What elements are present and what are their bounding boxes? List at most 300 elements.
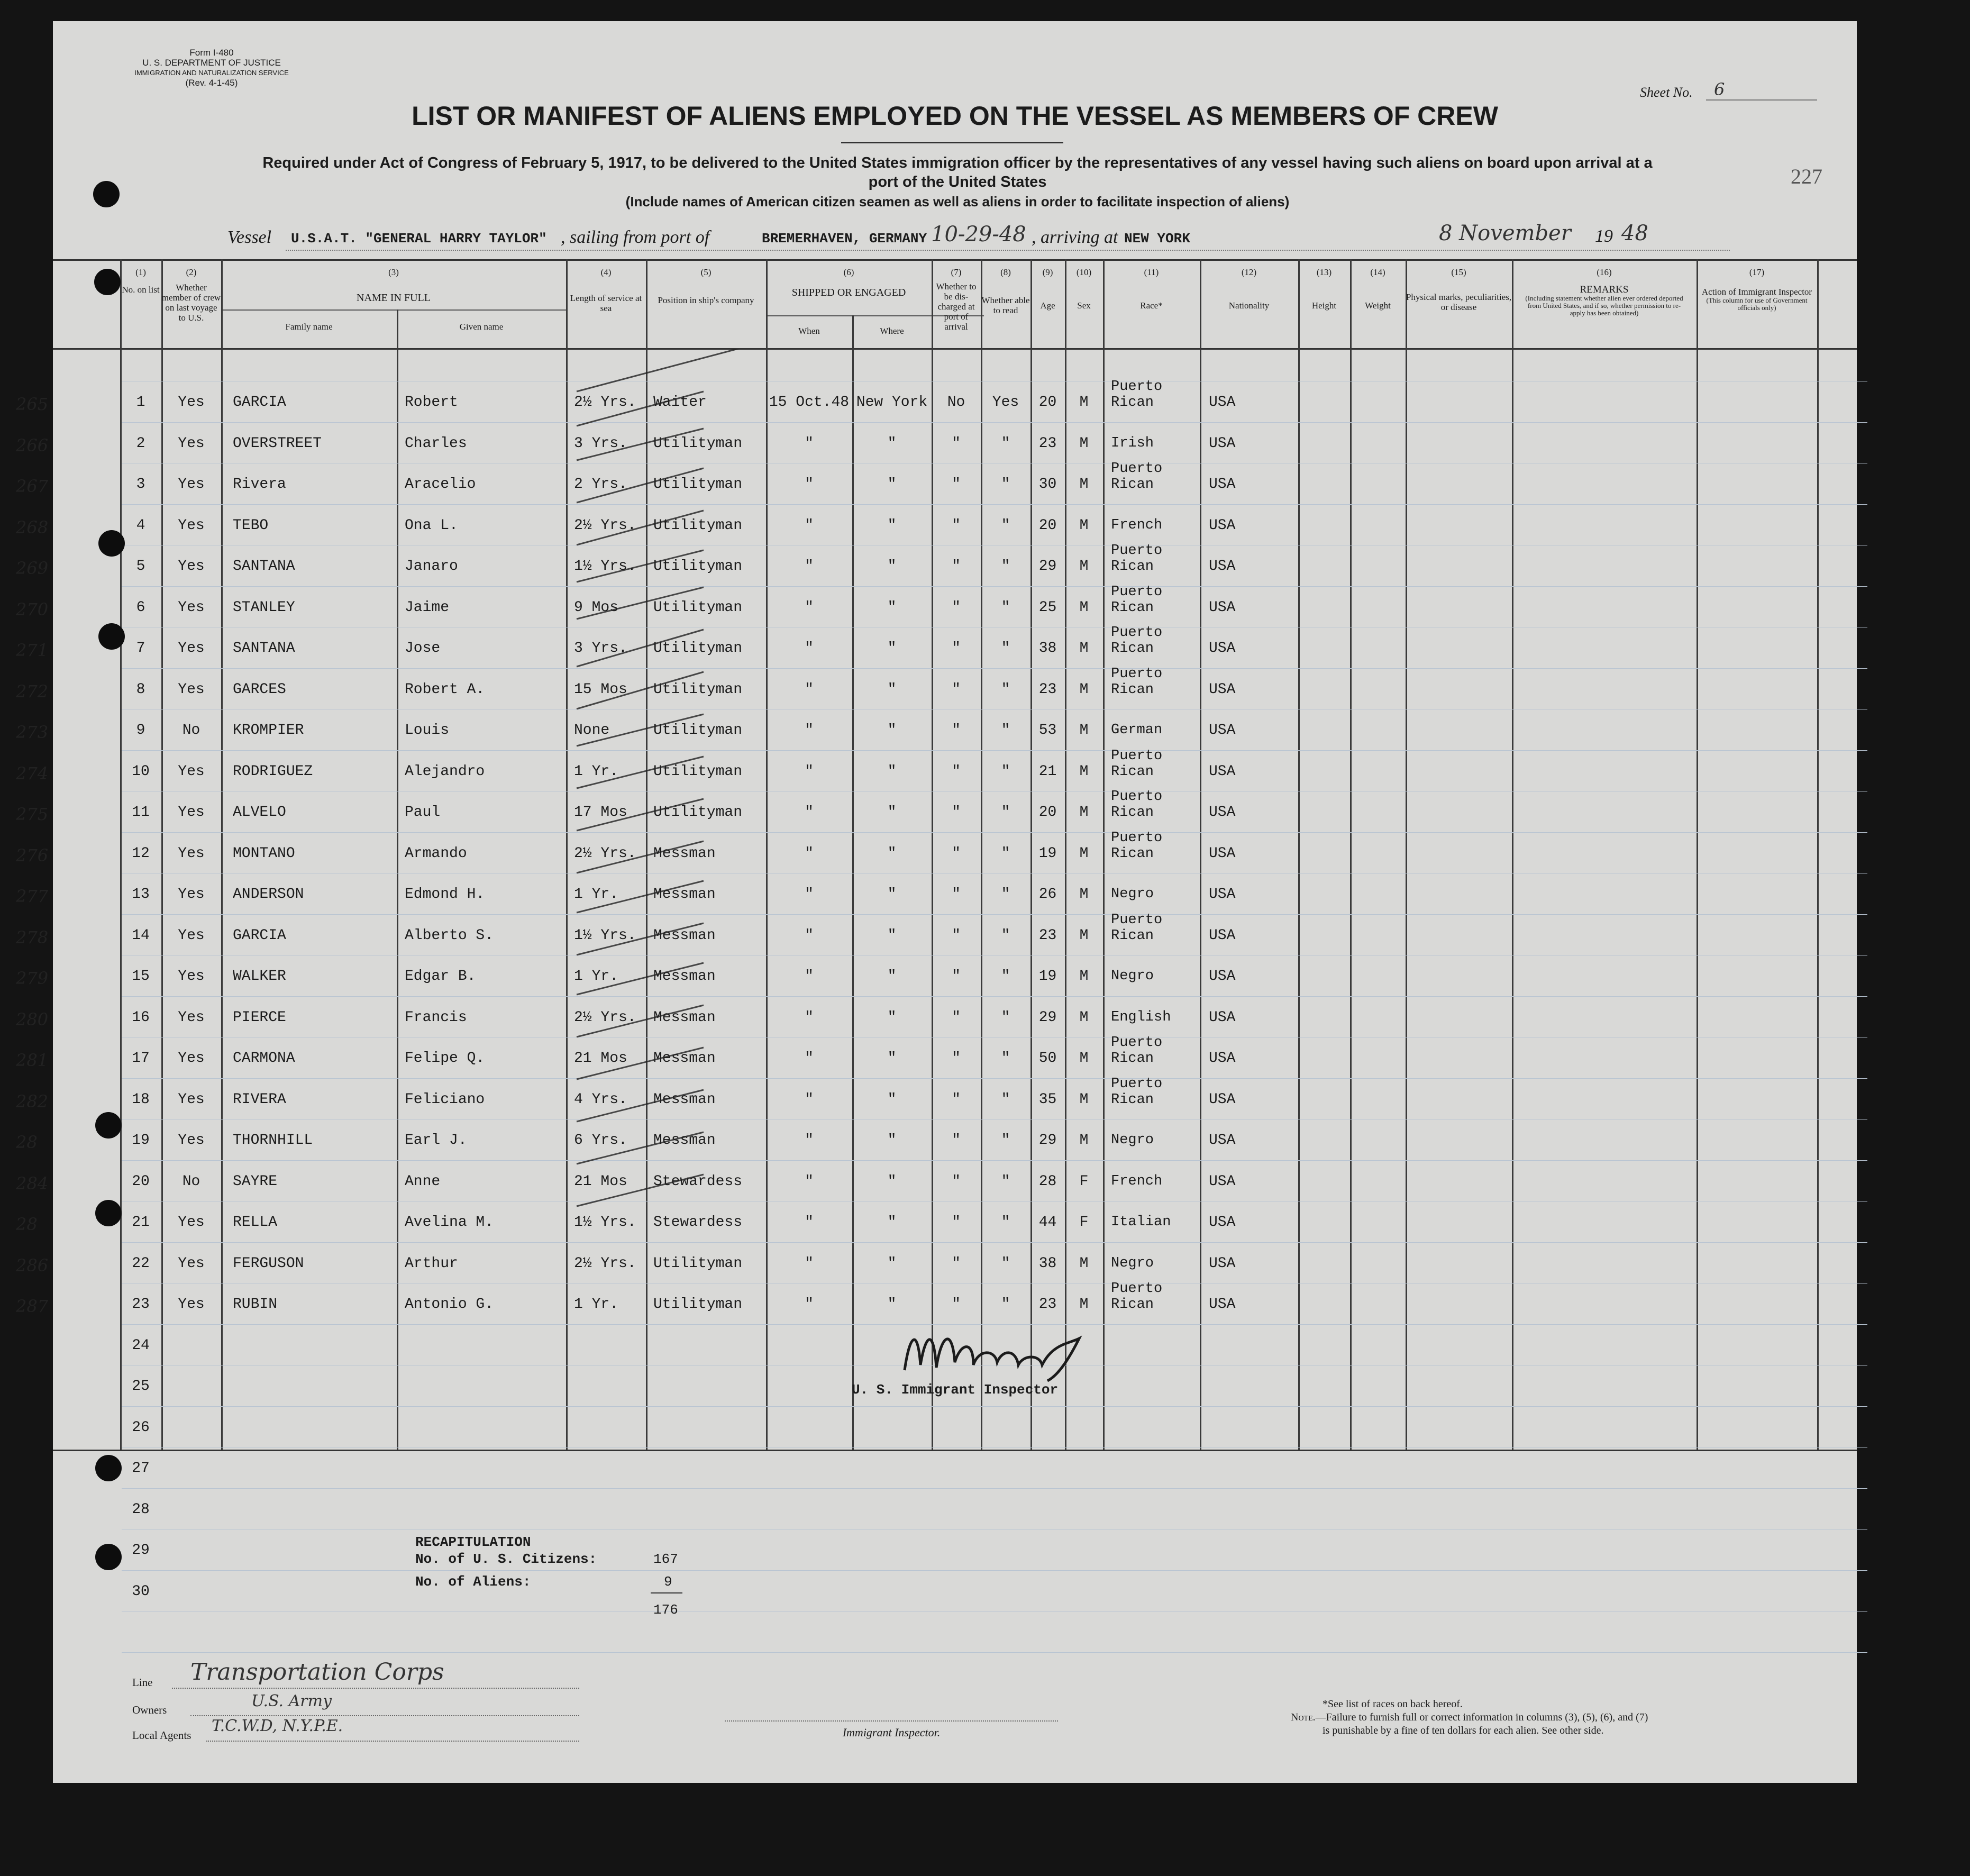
row-number: 4 — [136, 517, 145, 534]
row-service-length: 9 Mos — [574, 599, 619, 616]
row-previous-voyage: Yes — [178, 1091, 205, 1108]
row-previous-voyage: Yes — [178, 1050, 205, 1067]
row-race: Italian — [1111, 1214, 1171, 1230]
row-number: 19 — [132, 1132, 150, 1149]
row-family-name: GARCIA — [233, 394, 286, 411]
footer-line-value: Transportation Corps — [190, 1659, 444, 1686]
row-number: 20 — [132, 1173, 150, 1190]
row-service-length: 2½ Yrs. — [574, 517, 636, 534]
row-line-number: 270 — [16, 599, 49, 620]
row-discharged: " — [952, 599, 961, 616]
arrival-port: NEW YORK — [1124, 231, 1190, 247]
row-race: Puerto Rican — [1111, 1281, 1163, 1313]
row-given-name: Jose — [405, 640, 441, 657]
row-race: English — [1111, 1009, 1171, 1025]
row-able-to-read: " — [1001, 1091, 1010, 1108]
row-family-name: ANDERSON — [233, 886, 304, 903]
row-line-number: 266 — [16, 435, 49, 456]
row-race: Irish — [1111, 435, 1154, 451]
row-shipped-when: " — [805, 886, 814, 903]
row-shipped-when: " — [805, 927, 814, 944]
row-service-length: 1 Yr. — [574, 763, 619, 780]
row-family-name: ALVELO — [233, 804, 286, 821]
ruled-line — [122, 1160, 1867, 1161]
row-service-length: 2½ Yrs. — [574, 394, 636, 411]
row-position: Messman — [653, 1091, 716, 1108]
row-family-name: Rivera — [233, 476, 286, 493]
row-number: 6 — [136, 599, 145, 616]
row-shipped-where: " — [887, 804, 897, 821]
recap-total: 176 — [653, 1602, 678, 1618]
row-sex: M — [1079, 927, 1089, 944]
row-position: Utilityman — [653, 476, 743, 493]
row-given-name: Louis — [405, 722, 450, 739]
row-previous-voyage: Yes — [178, 1296, 205, 1313]
row-number: 21 — [132, 1214, 150, 1231]
row-age: 53 — [1038, 722, 1057, 739]
row-shipped-when: " — [805, 1255, 814, 1272]
row-given-name: Alberto S. — [405, 927, 494, 944]
inspector-stamp: U. S. Immigrant Inspector — [852, 1382, 1059, 1398]
row-given-name: Armando — [405, 845, 467, 862]
row-given-name: Felipe Q. — [405, 1050, 485, 1067]
row-family-name: GARCIA — [233, 927, 286, 944]
row-number: 7 — [136, 640, 145, 657]
row-family-name: RIVERA — [233, 1091, 286, 1108]
row-family-name: SAYRE — [233, 1173, 278, 1190]
row-age: 38 — [1038, 640, 1057, 657]
row-age: 26 — [1038, 886, 1057, 903]
binder-hole — [95, 1455, 122, 1481]
row-service-length: 1½ Yrs. — [574, 927, 636, 944]
year: 48 — [1621, 221, 1648, 245]
ruled-line — [122, 750, 1867, 751]
row-shipped-where: " — [887, 517, 897, 534]
row-family-name: TEBO — [233, 517, 269, 534]
row-sex: M — [1079, 517, 1089, 534]
form-dept: U. S. DEPARTMENT OF JUSTICE — [142, 58, 281, 68]
row-age: 29 — [1038, 1132, 1057, 1149]
row-sex: M — [1079, 476, 1089, 493]
row-line-number: 279 — [16, 968, 49, 988]
col7-header: (7) Whether to be dis-charged at port of arrival — [936, 267, 977, 332]
row-shipped-where: " — [887, 1009, 897, 1026]
ruled-line — [122, 504, 1867, 505]
required-line-2: port of the United States — [868, 174, 1047, 190]
row-position: Messman — [653, 1132, 716, 1149]
form-rev: (Rev. 4-1-45) — [185, 78, 238, 88]
row-service-length: 1½ Yrs. — [574, 1214, 636, 1231]
row-discharged: " — [952, 1255, 961, 1272]
binder-hole — [95, 1200, 122, 1226]
row-family-name: OVERSTREET — [233, 435, 322, 452]
row-position: Messman — [653, 1009, 716, 1026]
form-number: Form I-480 — [189, 48, 234, 58]
row-shipped-when: " — [805, 1009, 814, 1026]
row-able-to-read: " — [1001, 640, 1010, 657]
col2-header: (2) Whether member of crew on last voyage to U.S. — [161, 267, 221, 323]
arriving-label: , arriving at — [1032, 227, 1118, 247]
row-shipped-where: " — [887, 558, 897, 575]
row-sex: M — [1079, 640, 1089, 657]
row-given-name: Edmond H. — [405, 886, 485, 903]
row-able-to-read: " — [1001, 1132, 1010, 1149]
row-service-length: 2½ Yrs. — [574, 1009, 636, 1026]
row-shipped-where: " — [887, 1296, 897, 1313]
empty-row-number: 27 — [132, 1460, 150, 1477]
row-position: Messman — [653, 845, 716, 862]
vessel-line — [286, 250, 1730, 251]
row-family-name: GARCES — [233, 681, 286, 698]
row-given-name: Charles — [405, 435, 467, 452]
row-previous-voyage: Yes — [178, 845, 205, 862]
row-nationality: USA — [1209, 1132, 1236, 1149]
col14-header: (14) Weight — [1365, 267, 1391, 311]
row-line-number: 280 — [16, 1009, 49, 1030]
row-nationality: USA — [1209, 558, 1236, 575]
row-race: Negro — [1111, 886, 1154, 902]
row-previous-voyage: Yes — [178, 640, 205, 657]
recap-aliens-label: No. of Aliens: — [415, 1574, 531, 1590]
footer-agents-label: Local Agents — [132, 1729, 191, 1742]
row-sex: M — [1079, 968, 1089, 985]
row-previous-voyage: Yes — [178, 476, 205, 493]
row-discharged: " — [952, 1214, 961, 1231]
row-shipped-where: " — [887, 927, 897, 944]
row-family-name: THORNHILL — [233, 1132, 313, 1149]
row-position: Utilityman — [653, 1296, 743, 1313]
row-line-number: 277 — [16, 886, 49, 906]
row-service-length: None — [574, 722, 610, 739]
col16-header: (16) REMARKS (Including statement whether alien ever ordered deported from United States, and if so, whether permission to re-apply has been obtained) — [1525, 267, 1683, 317]
required-line-1: Required under Act of Congress of February 5, 1917, to be delivered to the United States immigration officer by the representatives of any vessel having such aliens on board upon arrival at a — [262, 154, 1653, 171]
row-line-number: 287 — [16, 1296, 49, 1316]
row-sex: M — [1079, 763, 1089, 780]
row-shipped-where: " — [887, 886, 897, 903]
row-sex: M — [1079, 599, 1089, 616]
row-given-name: Aracelio — [405, 476, 476, 493]
row-line-number: 274 — [16, 763, 49, 784]
inspector-signature — [894, 1312, 1137, 1386]
row-given-name: Arthur — [405, 1255, 458, 1272]
row-age: 30 — [1038, 476, 1057, 493]
ruled-line — [122, 422, 1867, 423]
row-age: 20 — [1038, 394, 1057, 411]
row-discharged: " — [952, 722, 961, 739]
row-line-number: 28 — [16, 1132, 38, 1152]
row-race: French — [1111, 517, 1163, 533]
row-number: 9 — [136, 722, 145, 739]
row-discharged: " — [952, 558, 961, 575]
row-discharged: No — [947, 394, 965, 411]
col5-header: (5) Position in ship's company — [658, 267, 754, 305]
row-number: 1 — [136, 394, 145, 411]
row-sex: M — [1079, 1050, 1089, 1067]
row-race: Puerto Rican — [1111, 912, 1163, 944]
row-able-to-read: " — [1001, 845, 1010, 862]
ruled-line — [122, 914, 1867, 915]
row-service-length: 4 Yrs. — [574, 1091, 627, 1108]
fine-note: Note.—Failure to furnish full or correct information in columns (3), (5), (6), and (7) — [1291, 1711, 1648, 1723]
row-age: 20 — [1038, 804, 1057, 821]
row-family-name: RUBIN — [233, 1296, 278, 1313]
row-given-name: Earl J. — [405, 1132, 467, 1149]
row-age: 21 — [1038, 763, 1057, 780]
row-nationality: USA — [1209, 1173, 1236, 1190]
row-race: Puerto Rican — [1111, 1076, 1163, 1108]
row-sex: M — [1079, 886, 1089, 903]
row-previous-voyage: Yes — [178, 681, 205, 698]
row-given-name: Feliciano — [405, 1091, 485, 1108]
row-service-length: 21 Mos — [574, 1173, 627, 1190]
row-nationality: USA — [1209, 804, 1236, 821]
row-previous-voyage: Yes — [178, 517, 205, 534]
binder-hole — [98, 623, 125, 650]
row-shipped-where: " — [887, 845, 897, 862]
row-able-to-read: " — [1001, 968, 1010, 985]
row-discharged: " — [952, 1173, 961, 1190]
row-service-length: 2½ Yrs. — [574, 1255, 636, 1272]
row-race: Puerto Rican — [1111, 625, 1163, 657]
row-given-name: Avelina M. — [405, 1214, 494, 1231]
row-position: Utilityman — [653, 640, 743, 657]
row-nationality: USA — [1209, 968, 1236, 985]
row-nationality: USA — [1209, 845, 1236, 862]
row-number: 23 — [132, 1296, 150, 1313]
row-position: Stewardess — [653, 1214, 743, 1231]
row-number: 3 — [136, 476, 145, 493]
row-previous-voyage: Yes — [178, 927, 205, 944]
row-able-to-read: " — [1001, 886, 1010, 903]
row-nationality: USA — [1209, 1296, 1236, 1313]
row-line-number: 273 — [16, 722, 49, 742]
empty-row-number: 26 — [132, 1419, 150, 1436]
year-prefix: 19 — [1595, 226, 1613, 246]
row-given-name: Jaime — [405, 599, 450, 616]
row-previous-voyage: Yes — [178, 1132, 205, 1149]
ruled-line — [122, 1488, 1867, 1489]
row-age: 50 — [1038, 1050, 1057, 1067]
row-line-number: 286 — [16, 1255, 49, 1276]
col9-header: (9) Age — [1040, 267, 1055, 311]
row-age: 25 — [1038, 599, 1057, 616]
col15-header: (15) Physical marks, peculiarities, or disease — [1406, 267, 1512, 312]
row-number: 16 — [132, 1009, 150, 1026]
row-shipped-when: " — [805, 804, 814, 821]
row-race: Puerto Rican — [1111, 830, 1163, 862]
row-race: Puerto Rican — [1111, 461, 1163, 493]
row-sex: F — [1079, 1173, 1089, 1190]
empty-row-number: 24 — [132, 1337, 150, 1354]
row-number: 17 — [132, 1050, 150, 1067]
footer-agents-rule — [206, 1741, 579, 1742]
col13-header: (13) Height — [1311, 267, 1337, 311]
col8-header: (8) Whether able to read — [981, 267, 1030, 315]
recap-sum-line — [651, 1592, 682, 1593]
row-discharged: " — [952, 763, 961, 780]
row-service-length: 2 Yrs. — [574, 476, 627, 493]
row-race: Puerto Rican — [1111, 543, 1163, 575]
row-line-number: 276 — [16, 845, 49, 866]
row-previous-voyage: No — [182, 722, 200, 739]
row-age: 38 — [1038, 1255, 1057, 1272]
name-subheader-line — [222, 309, 566, 311]
row-previous-voyage: Yes — [178, 968, 205, 985]
row-shipped-when: " — [805, 681, 814, 698]
row-number: 5 — [136, 558, 145, 575]
row-sex: M — [1079, 1255, 1089, 1272]
row-nationality: USA — [1209, 927, 1236, 944]
row-number: 8 — [136, 681, 145, 698]
row-age: 23 — [1038, 435, 1057, 452]
row-discharged: " — [952, 968, 961, 985]
row-nationality: USA — [1209, 435, 1236, 452]
row-able-to-read: " — [1001, 1255, 1010, 1272]
row-shipped-where: " — [887, 763, 897, 780]
col17-header: (17) Action of Immigrant Inspector (This column for use of Government officials only) — [1701, 267, 1812, 312]
form-service: IMMIGRATION AND NATURALIZATION SERVICE — [134, 69, 289, 77]
row-shipped-when: " — [805, 968, 814, 985]
row-able-to-read: " — [1001, 722, 1010, 739]
row-line-number: 269 — [16, 558, 49, 578]
row-race: Negro — [1111, 1255, 1154, 1271]
row-able-to-read: " — [1001, 517, 1010, 534]
row-family-name: SANTANA — [233, 640, 295, 657]
row-sex: M — [1079, 1009, 1089, 1026]
row-nationality: USA — [1209, 476, 1236, 493]
title-underline — [841, 142, 1063, 143]
footer-owners-value: U.S. Army — [251, 1692, 332, 1710]
row-position: Utilityman — [653, 599, 743, 616]
row-nationality: USA — [1209, 722, 1236, 739]
page-title: LIST OR MANIFEST OF ALIENS EMPLOYED ON THE VESSEL AS MEMBERS OF CREW — [412, 101, 1498, 131]
row-number: 12 — [132, 845, 150, 862]
row-family-name: PIERCE — [233, 1009, 286, 1026]
col10-header: (10) Sex — [1076, 267, 1092, 311]
recap-aliens: 9 — [664, 1574, 672, 1590]
row-given-name: Alejandro — [405, 763, 485, 780]
table-top-border — [53, 259, 1857, 261]
row-service-length: 15 Mos — [574, 681, 627, 698]
row-age: 29 — [1038, 1009, 1057, 1026]
row-service-length: 1½ Yrs. — [574, 558, 636, 575]
row-position: Utilityman — [653, 558, 743, 575]
row-race: Puerto Rican — [1111, 584, 1163, 616]
header-bottom-border — [53, 348, 1857, 350]
row-service-length: 2½ Yrs. — [574, 845, 636, 862]
sailing-port: BREMERHAVEN, GERMANY — [762, 231, 927, 247]
binder-hole — [94, 269, 121, 295]
row-sex: M — [1079, 681, 1089, 698]
row-sex: M — [1079, 394, 1089, 411]
row-position: Utilityman — [653, 722, 743, 739]
row-able-to-read: " — [1001, 1009, 1010, 1026]
row-number: 10 — [132, 763, 150, 780]
table-bottom-border — [53, 1450, 1857, 1451]
row-previous-voyage: Yes — [178, 599, 205, 616]
recap-title: RECAPITULATION — [415, 1534, 531, 1550]
row-nationality: USA — [1209, 763, 1236, 780]
row-shipped-when: " — [805, 1050, 814, 1067]
row-shipped-where: " — [887, 1173, 897, 1190]
row-service-length: 3 Yrs. — [574, 640, 627, 657]
given-name-header: Given name — [459, 322, 504, 332]
row-service-length: 21 Mos — [574, 1050, 627, 1067]
row-race: Negro — [1111, 968, 1154, 984]
row-age: 35 — [1038, 1091, 1057, 1108]
row-shipped-when: " — [805, 1214, 814, 1231]
footer-agents-value: T.C.W.D, N.Y.P.E. — [212, 1717, 343, 1735]
vessel-name: U.S.A.T. "GENERAL HARRY TAYLOR" — [291, 231, 547, 247]
row-shipped-where: " — [887, 1050, 897, 1067]
row-shipped-where: " — [887, 640, 897, 657]
col1-header: (1) No. on list — [122, 267, 160, 295]
row-discharged: " — [952, 517, 961, 534]
row-number: 15 — [132, 968, 150, 985]
ruled-line — [122, 1652, 1867, 1653]
row-position: Utilityman — [653, 681, 743, 698]
row-race: Puerto Rican — [1111, 748, 1163, 780]
row-previous-voyage: Yes — [178, 886, 205, 903]
row-shipped-when: " — [805, 517, 814, 534]
row-age: 19 — [1038, 845, 1057, 862]
row-position: Utilityman — [653, 763, 743, 780]
row-nationality: USA — [1209, 1091, 1236, 1108]
row-race: French — [1111, 1173, 1163, 1189]
row-discharged: " — [952, 640, 961, 657]
row-position: Stewardess — [653, 1173, 743, 1190]
row-line-number: 267 — [16, 476, 49, 496]
page-number: 227 — [1791, 165, 1822, 188]
row-previous-voyage: Yes — [178, 1214, 205, 1231]
row-family-name: KROMPIER — [233, 722, 304, 739]
row-age: 20 — [1038, 517, 1057, 534]
binder-hole — [93, 181, 120, 207]
row-previous-voyage: Yes — [178, 435, 205, 452]
row-able-to-read: Yes — [992, 394, 1019, 411]
row-able-to-read: " — [1001, 599, 1010, 616]
ruled-line — [122, 1078, 1867, 1079]
row-able-to-read: " — [1001, 804, 1010, 821]
row-able-to-read: " — [1001, 1214, 1010, 1231]
row-nationality: USA — [1209, 1255, 1236, 1272]
row-given-name: Francis — [405, 1009, 467, 1026]
binder-hole — [95, 1112, 122, 1139]
row-shipped-where: " — [887, 1091, 897, 1108]
ruled-line — [122, 668, 1867, 669]
row-shipped-where: " — [887, 435, 897, 452]
form-id-block — [108, 48, 315, 88]
row-shipped-when: " — [805, 1173, 814, 1190]
row-number: 11 — [132, 804, 150, 821]
row-nationality: USA — [1209, 681, 1236, 698]
row-previous-voyage: Yes — [178, 558, 205, 575]
row-given-name: Anne — [405, 1173, 441, 1190]
row-number: 22 — [132, 1255, 150, 1272]
ruled-line — [122, 832, 1867, 833]
footer-owners-label: Owners — [132, 1704, 167, 1716]
row-race: German — [1111, 722, 1163, 738]
row-service-length: 1 Yr. — [574, 1296, 619, 1313]
empty-row-number: 25 — [132, 1378, 150, 1395]
arrival-date: 8 November — [1439, 221, 1571, 245]
row-discharged: " — [952, 927, 961, 944]
row-family-name: FERGUSON — [233, 1255, 304, 1272]
row-nationality: USA — [1209, 517, 1236, 534]
row-shipped-where: New York — [856, 394, 928, 411]
shipped-where-header: Where — [880, 326, 904, 336]
row-given-name: Janaro — [405, 558, 458, 575]
